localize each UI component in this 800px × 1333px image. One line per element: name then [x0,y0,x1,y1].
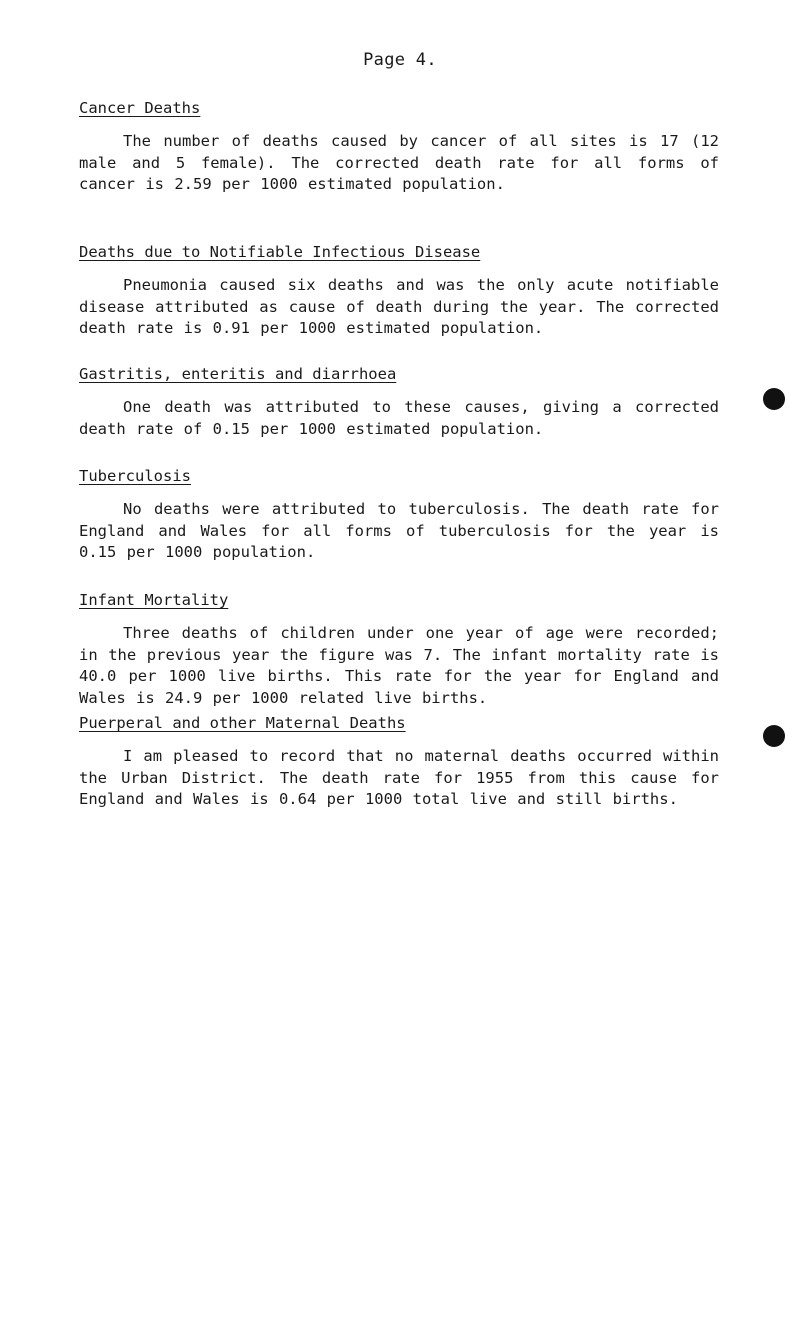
section-maternal-deaths [79,713,719,811]
section-notifiable-infectious-disease [79,242,719,340]
punch-hole-mark [763,725,785,747]
section-paragraph: I am pleased to record that no maternal deaths occurred within the Urban District. The death rate for 1955 from this cause for England and Wales is 0.64 per 1000 total live and still births. [79,747,719,808]
section-heading: Cancer Deaths [79,99,201,117]
section-heading: Tuberculosis [79,467,191,485]
section-heading: Puerperal and other Maternal Deaths [79,714,406,732]
section-heading: Deaths due to Notifiable Infectious Disease [79,243,481,261]
section-heading: Infant Mortality [79,591,229,609]
section-paragraph: No deaths were attributed to tuberculosis. The death rate for England and Wales for all forms of tuberculosis for the year is 0.15 per 1000 population. [79,500,719,561]
section-infant-mortality [79,590,719,709]
section-gastritis-enteritis [79,364,719,440]
punch-hole-mark [763,388,785,410]
section-heading: Gastritis, enteritis and diarrhoea [79,365,397,383]
section-paragraph: One death was attributed to these causes, giving a corrected death rate of 0.15 per 1000 estimated population. [79,398,719,438]
section-paragraph: Pneumonia caused six deaths and was the only acute notifiable disease attributed as cause of death during the year. The corrected death rate is 0.91 per 1000 estimated population. [79,276,719,337]
section-paragraph: The number of deaths caused by cancer of all sites is 17 (12 male and 5 female). The corrected death rate for all forms of cancer is 2.59 per 1000 estimated population. [79,132,719,193]
section-paragraph: Three deaths of children under one year of age were recorded; in the previous year the figure was 7. The infant mortality rate is 40.0 per 1000 live births. This rate for the year for England and Wales is 24.9 per 1000 related live births. [79,624,719,707]
section-tuberculosis [79,466,719,564]
page-number: Page 4. [363,50,437,70]
section-cancer-deaths [79,98,719,196]
